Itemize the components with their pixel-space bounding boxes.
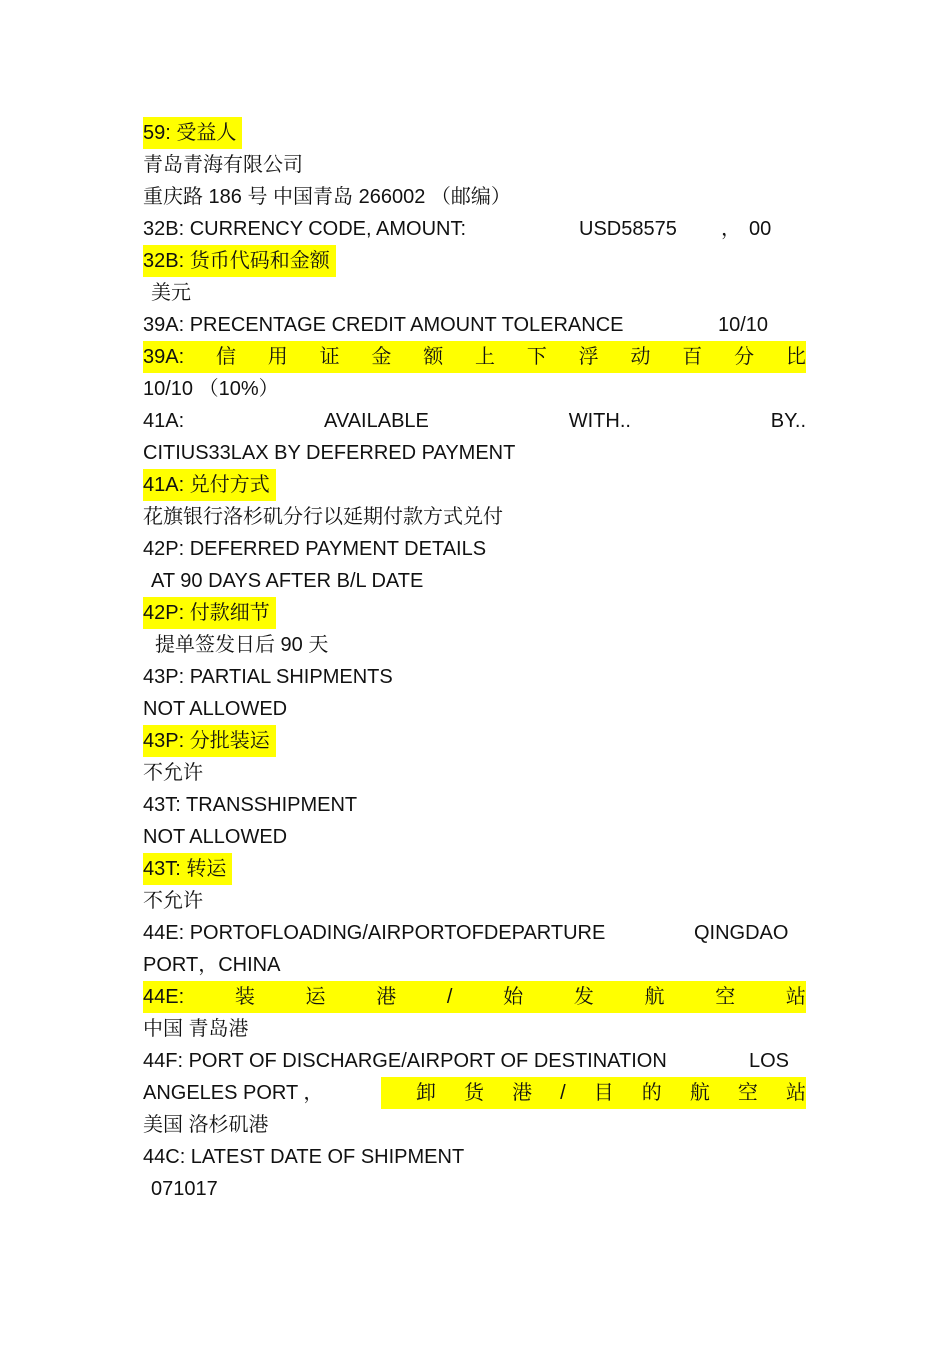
beneficiary-address: 重庆路 186 号 中国青岛 266002 （邮编）: [143, 186, 511, 208]
field-44c-en-value: 071017: [151, 1178, 218, 1200]
field-39a-cn-char: 动: [630, 346, 651, 368]
field-32b-comma: ，: [721, 218, 741, 240]
field-39a-cn-char: 下: [526, 346, 547, 368]
field-42p-cn-row: [143, 597, 806, 629]
field-39a-cn-value: 10/10 （10%）: [143, 378, 279, 400]
field-39a-cn-char: 浮: [578, 346, 599, 368]
field-43p-cn-row: [143, 725, 806, 757]
field-42p-cn-label: 42P: 付款细节: [143, 597, 276, 629]
field-39a-cn-char: 信: [215, 346, 236, 368]
field-42p-en-value: AT 90 DAYS AFTER B/L DATE: [151, 570, 424, 592]
field-32b-cn-value: 美元: [151, 282, 191, 304]
field-44e-cn-word: 站: [785, 986, 806, 1008]
field-44f-en-value-end: ANGELES PORT ，: [143, 1082, 324, 1104]
field-44f-en-value-row: [143, 1077, 806, 1109]
field-44e-cn-word: 44E:: [143, 986, 185, 1008]
field-44f-cn-char: 航: [689, 1082, 710, 1104]
field-39a-en-label: 39A: PRECENTAGE CREDIT AMOUNT TOLERANCE: [143, 314, 624, 336]
field-42p-en-label: 42P: DEFERRED PAYMENT DETAILS: [143, 538, 487, 560]
field-39a-cn-char: 用: [267, 346, 288, 368]
field-43t-en-label: 43T: TRANSSHIPMENT: [143, 794, 358, 816]
field-43p-en-value: NOT ALLOWED: [143, 698, 288, 720]
field-59-label-row: [143, 117, 806, 149]
field-39a-cn-label: 39A:: [143, 346, 185, 368]
field-44e-cn-word: 装: [234, 986, 255, 1008]
field-44c-en-label: 44C: LATEST DATE OF SHIPMENT: [143, 1146, 465, 1168]
field-44f-cn-char: /: [560, 1082, 566, 1104]
field-32b-decimal: 00: [749, 218, 772, 240]
field-44e-en-label: 44E: PORTOFLOADING/AIRPORTOFDEPARTURE: [143, 922, 606, 944]
field-32b-en-label: 32B: CURRENCY CODE, AMOUNT:: [143, 218, 467, 240]
field-44e-cn-word: 航: [644, 986, 665, 1008]
field-41a-en-word: WITH..: [568, 410, 631, 432]
field-43t-cn-label: 43T: 转运: [143, 853, 232, 885]
field-44e-cn-word: 港: [376, 986, 397, 1008]
field-44f-cn-char: 空: [737, 1082, 758, 1104]
field-44e-en-row: [143, 917, 806, 949]
field-39a-cn-char: 证: [319, 346, 340, 368]
field-44f-cn-char: 货: [464, 1082, 485, 1104]
field-39a-cn-row: [143, 341, 806, 373]
field-32b-amount: USD58575: [579, 218, 677, 240]
field-44f-en-row: [143, 1045, 806, 1077]
field-44e-cn-row: [143, 981, 806, 1013]
field-43p-cn-label: 43P: 分批装运: [143, 725, 276, 757]
field-32b-en-row: [143, 213, 806, 245]
field-44f-cn-value: 美国 洛杉矶港: [143, 1114, 269, 1136]
field-32b-cn-label: 32B: 货币代码和金额: [143, 245, 336, 277]
field-44f-cn-char: 站: [785, 1082, 806, 1104]
field-41a-en-word: 41A:: [143, 410, 185, 432]
field-39a-cn-char: 分: [734, 346, 755, 368]
field-41a-en-word: BY..: [770, 410, 806, 432]
field-39a-cn-char: 百: [682, 346, 703, 368]
field-41a-cn-label: 41A: 兑付方式: [143, 469, 276, 501]
field-44e-cn-word: 空: [715, 986, 736, 1008]
field-39a-cn-char: 比: [785, 346, 806, 368]
field-43t-en-value: NOT ALLOWED: [143, 826, 288, 848]
field-39a-en-row: [143, 309, 806, 341]
field-39a-cn-char: 额: [423, 346, 444, 368]
field-44e-cn-word: 运: [305, 986, 326, 1008]
field-42p-cn-value: 提单签发日后 90 天: [155, 634, 329, 656]
field-44e-cn-word: 始: [503, 986, 524, 1008]
field-44e-cn-value: 中国 青岛港: [143, 1018, 249, 1040]
lc-document: [143, 117, 806, 1205]
field-43t-cn-value: 不允许: [143, 890, 203, 912]
field-41a-en-row: [143, 405, 806, 437]
field-43p-en-label: 43P: PARTIAL SHIPMENTS: [143, 666, 393, 688]
field-44f-cn-char: 港: [512, 1082, 533, 1104]
field-44f-cn-char: 卸: [416, 1082, 436, 1104]
field-39a-cn-char: 金: [371, 346, 392, 368]
field-44f-en-value-start: LOS: [749, 1050, 790, 1072]
field-41a-cn-row: [143, 469, 806, 501]
field-39a-cn-char: 上: [475, 346, 496, 368]
field-43p-cn-value: 不允许: [143, 762, 203, 784]
field-43t-cn-row: [143, 853, 806, 885]
field-39a-en-value: 10/10: [718, 314, 769, 336]
field-44e-cn-word: 发: [573, 986, 594, 1008]
field-44e-cn-word: /: [446, 986, 453, 1008]
field-41a-en-value: CITIUS33LAX BY DEFERRED PAYMENT: [143, 442, 516, 464]
field-44e-en-value-end: PORT，CHINA: [143, 954, 281, 976]
field-41a-en-word: AVAILABLE: [324, 410, 429, 432]
beneficiary-name: 青岛青海有限公司: [143, 154, 303, 176]
field-44f-cn-char: 的: [641, 1082, 662, 1104]
field-44f-cn-char: 目: [593, 1082, 614, 1104]
field-44e-en-value-start: QINGDAO: [694, 922, 789, 944]
field-44f-cn-label: [381, 1077, 806, 1109]
field-41a-cn-value: 花旗银行洛杉矶分行以延期付款方式兑付: [143, 506, 503, 528]
field-32b-cn-row: [143, 245, 806, 277]
field-59-label: 59: 受益人: [143, 117, 242, 149]
field-44f-en-label: 44F: PORT OF DISCHARGE/AIRPORT OF DESTINATION: [143, 1050, 667, 1072]
